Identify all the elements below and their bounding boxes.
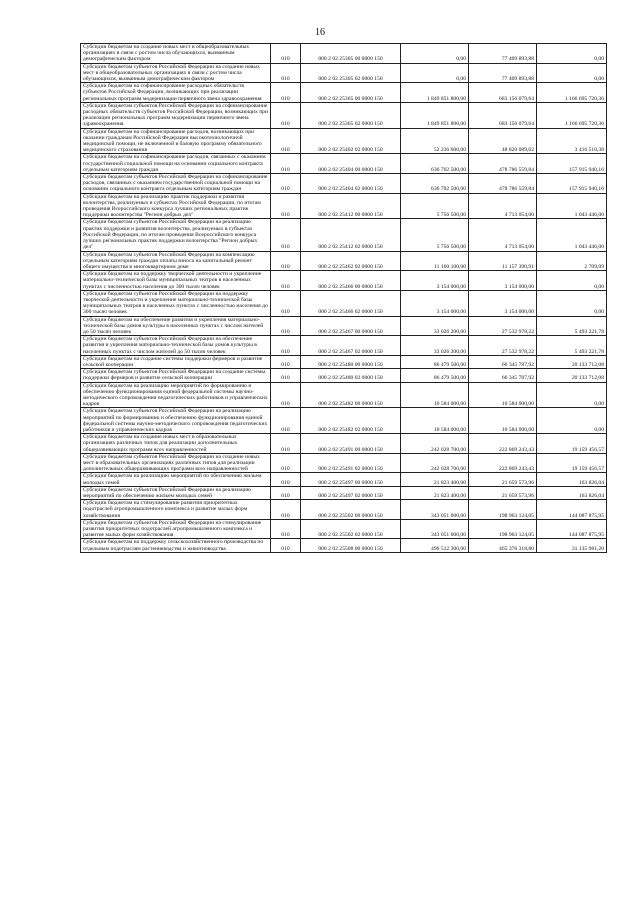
- table-row: [81, 83, 607, 103]
- row-code-cell: 010: [271, 63, 301, 83]
- row-executed-cell: 465 376 318,80: [469, 539, 537, 552]
- row-approved-cell: 496 512 300,00: [401, 539, 469, 552]
- row-code-cell: 010: [271, 102, 301, 128]
- row-approved-cell: 33 026 200,00: [401, 336, 469, 356]
- row-budget-code-cell: 000 2 02 25491 02 0000 150: [301, 453, 401, 473]
- row-name-cell: Субсидии бюджетам субъектов Российской Федерации на софинансирование расходных обязательств субъектов Российской Федерации, возникающих при реализации региональных программ модернизации первичного звена здравоохранения: [81, 102, 271, 128]
- row-budget-code-cell: 000 2 02 25412 02 0000 150: [301, 219, 401, 251]
- row-approved-cell: 0,00: [401, 63, 469, 83]
- row-remaining-cell: 19 159 456,57: [537, 434, 607, 454]
- row-code-cell: 010: [271, 382, 301, 408]
- row-code-cell: 010: [271, 408, 301, 434]
- row-budget-code-cell: 000 2 02 25466 02 0000 150: [301, 290, 401, 316]
- row-name-cell: Субсидии бюджетам на софинансирование расходов, возникающих при оказании гражданам Российской Федерации высокотехнологичной медицинской помощи, не включенной в базовую программу обязательного медицинского страхования: [81, 128, 271, 154]
- row-remaining-cell: 1 166 695 720,36: [537, 102, 607, 128]
- table-row: [81, 453, 607, 473]
- row-executed-cell: 77 409 893,88: [469, 63, 537, 83]
- budget-income-table: [80, 43, 607, 553]
- row-code-cell: 010: [271, 453, 301, 473]
- row-executed-cell: 4 713 054,00: [469, 219, 537, 251]
- row-executed-cell: 11 157 390,91: [469, 251, 537, 271]
- row-budget-code-cell: 000 2 02 25508 00 0000 150: [301, 539, 401, 552]
- row-executed-cell: 683 156 079,64: [469, 102, 537, 128]
- row-budget-code-cell: 000 2 02 25482 00 0000 150: [301, 382, 401, 408]
- row-executed-cell: 4 713 054,00: [469, 193, 537, 219]
- row-budget-code-cell: 000 2 02 25305 02 0000 150: [301, 63, 401, 83]
- row-name-cell: Субсидии бюджетам субъектов Российской Федерации на поддержку творческой деятельности и укрепление материально-технической базы муниципальных театров в населенных пунктах с численностью населения до 300 тысяч человек: [81, 290, 271, 316]
- row-name-cell: Субсидии бюджетам субъектов Российской Федерации на реализацию мероприятий по формированию и обеспечению функционирования единой федеральной системы научно-методического сопровождения педагогических работников и управленческих кадров: [81, 408, 271, 434]
- row-approved-cell: 0,00: [401, 44, 469, 64]
- row-approved-cell: 11 160 100,00: [401, 251, 469, 271]
- row-approved-cell: 1 849 851 800,00: [401, 83, 469, 103]
- table-body: [81, 44, 607, 553]
- row-remaining-cell: 0,00: [537, 63, 607, 83]
- row-executed-cell: 66 345 787,92: [469, 369, 537, 382]
- row-name-cell: Субсидии бюджетам на обеспечение развития и укрепления материально-технической базы домов культуры в населенных пунктах с числом жителей до 50 тысяч человек: [81, 316, 271, 336]
- row-code-cell: 010: [271, 44, 301, 64]
- row-executed-cell: 27 532 978,22: [469, 316, 537, 336]
- table-row: [81, 408, 607, 434]
- row-code-cell: 010: [271, 219, 301, 251]
- row-remaining-cell: 19 159 456,57: [537, 453, 607, 473]
- row-approved-cell: 10 584 000,00: [401, 408, 469, 434]
- row-approved-cell: 52 236 600,00: [401, 128, 469, 154]
- row-approved-cell: 636 702 500,00: [401, 174, 469, 194]
- row-name-cell: Субсидии бюджетам субъектов Российской Федерации на компенсацию отдельным категориям граждан оплаты взноса на капитальный ремонт общего имущества в многоквартирном доме: [81, 251, 271, 271]
- row-approved-cell: 636 702 500,00: [401, 154, 469, 174]
- row-approved-cell: 86 479 500,00: [401, 355, 469, 368]
- row-name-cell: Субсидии бюджетам на создание новых мест в общеобразовательных организациях в связи с ростом числа обучающихся, вызванным демографическим фактором: [81, 44, 271, 64]
- table-row: [81, 500, 607, 520]
- row-name-cell: Субсидии бюджетам на реализацию мероприятий по обеспечению жильем молодых семей: [81, 473, 271, 486]
- table-row: [81, 382, 607, 408]
- row-code-cell: 010: [271, 486, 301, 499]
- table-row: [81, 519, 607, 539]
- row-code-cell: 010: [271, 174, 301, 194]
- row-code-cell: 010: [271, 290, 301, 316]
- table-row: [81, 290, 607, 316]
- row-budget-code-cell: 000 2 02 25404 00 0000 150: [301, 154, 401, 174]
- row-name-cell: Субсидии бюджетам субъектов Российской Федерации на создание новых мест в образовательных организациях различных типов для реализации дополнительных общеразвивающих программ всех направленностей: [81, 453, 271, 473]
- row-remaining-cell: 144 087 875,95: [537, 519, 607, 539]
- row-approved-cell: 1 849 851 800,00: [401, 102, 469, 128]
- row-executed-cell: 21 659 573,96: [469, 473, 537, 486]
- row-executed-cell: 77 409 893,88: [469, 44, 537, 64]
- row-budget-code-cell: 000 2 02 25365 02 0000 150: [301, 102, 401, 128]
- row-code-cell: 010: [271, 500, 301, 520]
- row-budget-code-cell: 000 2 02 25480 00 0000 150: [301, 355, 401, 368]
- row-budget-code-cell: 000 2 02 25305 00 0000 150: [301, 44, 401, 64]
- page-number: 16: [315, 27, 325, 38]
- row-remaining-cell: 20 133 712,08: [537, 355, 607, 368]
- row-executed-cell: 27 532 978,22: [469, 336, 537, 356]
- row-executed-cell: 10 584 000,00: [469, 408, 537, 434]
- row-name-cell: Субсидии бюджетам на создание системы поддержки фермеров и развитие сельской кооперации: [81, 355, 271, 368]
- row-name-cell: Субсидии бюджетам на стимулирование развития приоритетных подотраслей агропромышленного комплекса и развитие малых форм хозяйствования: [81, 500, 271, 520]
- row-name-cell: Субсидии бюджетам на софинансирование расходов, связанных с оказанием государственной социальной помощи на основании социального контракта отдельным категориям граждан: [81, 154, 271, 174]
- row-remaining-cell: 0,00: [537, 290, 607, 316]
- row-code-cell: 010: [271, 519, 301, 539]
- table-row: [81, 369, 607, 382]
- row-executed-cell: 3 154 000,00: [469, 290, 537, 316]
- table-row: [81, 128, 607, 154]
- row-name-cell: Субсидии бюджетам субъектов Российской Федерации на создание новых мест в общеобразовательных организациях в связи с ростом числа обучающихся, вызванным демографическим фактором: [81, 63, 271, 83]
- table-row: [81, 174, 607, 194]
- table-row: [81, 434, 607, 454]
- row-executed-cell: 10 584 000,00: [469, 382, 537, 408]
- row-approved-cell: 242 028 700,00: [401, 453, 469, 473]
- table-row: [81, 271, 607, 291]
- row-code-cell: 010: [271, 355, 301, 368]
- row-budget-code-cell: 000 2 02 25404 02 0000 150: [301, 174, 401, 194]
- row-remaining-cell: 157 915 940,16: [537, 154, 607, 174]
- row-remaining-cell: 0,00: [537, 382, 607, 408]
- row-code-cell: 010: [271, 83, 301, 103]
- row-approved-cell: 86 479 500,00: [401, 369, 469, 382]
- row-remaining-cell: 2 709,09: [537, 251, 607, 271]
- row-remaining-cell: 0,00: [537, 408, 607, 434]
- row-code-cell: 010: [271, 251, 301, 271]
- row-code-cell: 010: [271, 539, 301, 552]
- row-code-cell: 010: [271, 434, 301, 454]
- table-row: [81, 219, 607, 251]
- table-row: [81, 336, 607, 356]
- row-name-cell: Субсидии бюджетам субъектов Российской Федерации на обеспечение развития и укрепления материально-технической базы домов культуры в населенных пунктах с числом жителей до 50 тысяч человек: [81, 336, 271, 356]
- row-executed-cell: 198 963 124,05: [469, 500, 537, 520]
- row-approved-cell: 3 154 000,00: [401, 290, 469, 316]
- row-budget-code-cell: 000 2 02 25502 00 0000 150: [301, 500, 401, 520]
- row-executed-cell: 198 963 124,05: [469, 519, 537, 539]
- row-name-cell: Субсидии бюджетам субъектов Российской Федерации на стимулирование развития приоритетных подотраслей агропромышленного комплекса и развитие малых форм хозяйствования: [81, 519, 271, 539]
- row-remaining-cell: 5 493 221,78: [537, 316, 607, 336]
- row-remaining-cell: 0,00: [537, 271, 607, 291]
- row-code-cell: 010: [271, 154, 301, 174]
- row-budget-code-cell: 000 2 02 25402 02 0000 150: [301, 128, 401, 154]
- row-name-cell: Субсидии бюджетам субъектов Российской Федерации на софинансирование расходов, связанных с оказанием государственной социальной помощи на основании социального контракта отдельным категориям граждан: [81, 174, 271, 194]
- row-code-cell: 010: [271, 336, 301, 356]
- row-budget-code-cell: 000 2 02 25365 00 0000 150: [301, 83, 401, 103]
- row-remaining-cell: 5 493 221,78: [537, 336, 607, 356]
- row-approved-cell: 343 051 000,00: [401, 500, 469, 520]
- row-approved-cell: 33 026 200,00: [401, 316, 469, 336]
- row-budget-code-cell: 000 2 02 25497 00 0000 150: [301, 473, 401, 486]
- row-remaining-cell: 144 087 875,95: [537, 500, 607, 520]
- row-budget-code-cell: 000 2 02 25412 00 0000 150: [301, 193, 401, 219]
- row-executed-cell: 66 345 787,92: [469, 355, 537, 368]
- row-remaining-cell: 20 133 712,08: [537, 369, 607, 382]
- row-budget-code-cell: 000 2 02 25502 02 0000 150: [301, 519, 401, 539]
- row-approved-cell: 343 051 000,00: [401, 519, 469, 539]
- table-row: [81, 355, 607, 368]
- row-code-cell: 010: [271, 193, 301, 219]
- row-approved-cell: 5 756 500,00: [401, 193, 469, 219]
- row-executed-cell: 222 869 243,43: [469, 434, 537, 454]
- table-row: [81, 486, 607, 499]
- row-approved-cell: 5 756 500,00: [401, 219, 469, 251]
- row-executed-cell: 3 154 000,00: [469, 271, 537, 291]
- row-name-cell: Субсидии бюджетам субъектов Российской Федерации на создание системы поддержки фермеров и развитие сельской кооперации: [81, 369, 271, 382]
- row-remaining-cell: 163 826,04: [537, 486, 607, 499]
- row-approved-cell: 3 154 000,00: [401, 271, 469, 291]
- row-name-cell: Субсидии бюджетам на софинансирование расходных обязательств субъектов Российской Федерации, возникающих при реализации региональных программ модернизации первичного звена здравоохранения: [81, 83, 271, 103]
- row-remaining-cell: 1 043 446,00: [537, 219, 607, 251]
- row-approved-cell: 21 823 400,00: [401, 486, 469, 499]
- table-row: [81, 44, 607, 64]
- row-remaining-cell: 31 135 981,20: [537, 539, 607, 552]
- row-executed-cell: 478 786 559,84: [469, 174, 537, 194]
- row-code-cell: 010: [271, 128, 301, 154]
- row-code-cell: 010: [271, 316, 301, 336]
- row-budget-code-cell: 000 2 02 25466 00 0000 150: [301, 271, 401, 291]
- table-row: [81, 316, 607, 336]
- row-name-cell: Субсидии бюджетам субъектов Российской Федерации на реализацию практик поддержки и развития волонтерства, реализуемых в субъектах Российской Федерации, по итогам проведения Всероссийского конкурса лучших региональных практик поддержки волонтерства "Регион добрых дел": [81, 219, 271, 251]
- row-approved-cell: 242 028 700,00: [401, 434, 469, 454]
- row-approved-cell: 21 823 400,00: [401, 473, 469, 486]
- row-budget-code-cell: 000 2 02 25462 02 0000 150: [301, 251, 401, 271]
- row-remaining-cell: 163 826,04: [537, 473, 607, 486]
- row-name-cell: Субсидии бюджетам на создание новых мест в образовательных организациях различных типов для реализации дополнительных общеразвивающих программ всех направленностей: [81, 434, 271, 454]
- table-row: [81, 154, 607, 174]
- table-row: [81, 251, 607, 271]
- table-row: [81, 539, 607, 552]
- row-executed-cell: 683 156 079,64: [469, 83, 537, 103]
- row-budget-code-cell: 000 2 02 25480 02 0000 150: [301, 369, 401, 382]
- row-budget-code-cell: 000 2 02 25467 02 0000 150: [301, 336, 401, 356]
- row-name-cell: Субсидии бюджетам на поддержку сельскохозяйственного производства по отдельным подотраслям растениеводства и животноводства: [81, 539, 271, 552]
- row-approved-cell: 10 584 000,00: [401, 382, 469, 408]
- row-remaining-cell: 1 043 446,00: [537, 193, 607, 219]
- row-budget-code-cell: 000 2 02 25497 02 0000 150: [301, 486, 401, 499]
- row-remaining-cell: 0,00: [537, 44, 607, 64]
- row-budget-code-cell: 000 2 02 25467 00 0000 150: [301, 316, 401, 336]
- row-executed-cell: 21 659 573,96: [469, 486, 537, 499]
- row-executed-cell: 478 786 559,84: [469, 154, 537, 174]
- row-executed-cell: 222 869 243,43: [469, 453, 537, 473]
- row-remaining-cell: 157 915 940,16: [537, 174, 607, 194]
- row-code-cell: 010: [271, 369, 301, 382]
- row-code-cell: 010: [271, 473, 301, 486]
- table-row: [81, 473, 607, 486]
- row-name-cell: Субсидии бюджетам на поддержку творческой деятельности и укрепление материально-технической базы муниципальных театров в населенных пунктах с численностью населения до 300 тысяч человек: [81, 271, 271, 291]
- table-row: [81, 63, 607, 83]
- row-remaining-cell: 1 166 695 720,36: [537, 83, 607, 103]
- row-code-cell: 010: [271, 271, 301, 291]
- row-budget-code-cell: 000 2 02 25482 02 0000 150: [301, 408, 401, 434]
- row-name-cell: Субсидии бюджетам на реализацию мероприятий по формированию и обеспечению функционирования единой федеральной системы научно-методического сопровождения педагогических работников и управленческих кадров: [81, 382, 271, 408]
- table-row: [81, 193, 607, 219]
- table-row: [81, 102, 607, 128]
- row-remaining-cell: 3 416 510,38: [537, 128, 607, 154]
- row-executed-cell: 48 820 089,62: [469, 128, 537, 154]
- row-budget-code-cell: 000 2 02 25491 00 0000 150: [301, 434, 401, 454]
- row-name-cell: Субсидии бюджетам субъектов Российской Федерации на реализацию мероприятий по обеспечению жильем молодых семей: [81, 486, 271, 499]
- row-name-cell: Субсидии бюджетам на реализацию практик поддержки и развития волонтерства, реализуемых в субъектах Российской Федерации, по итогам проведения Всероссийского конкурса лучших региональных практик поддержки волонтерства "Регион добрых дел": [81, 193, 271, 219]
